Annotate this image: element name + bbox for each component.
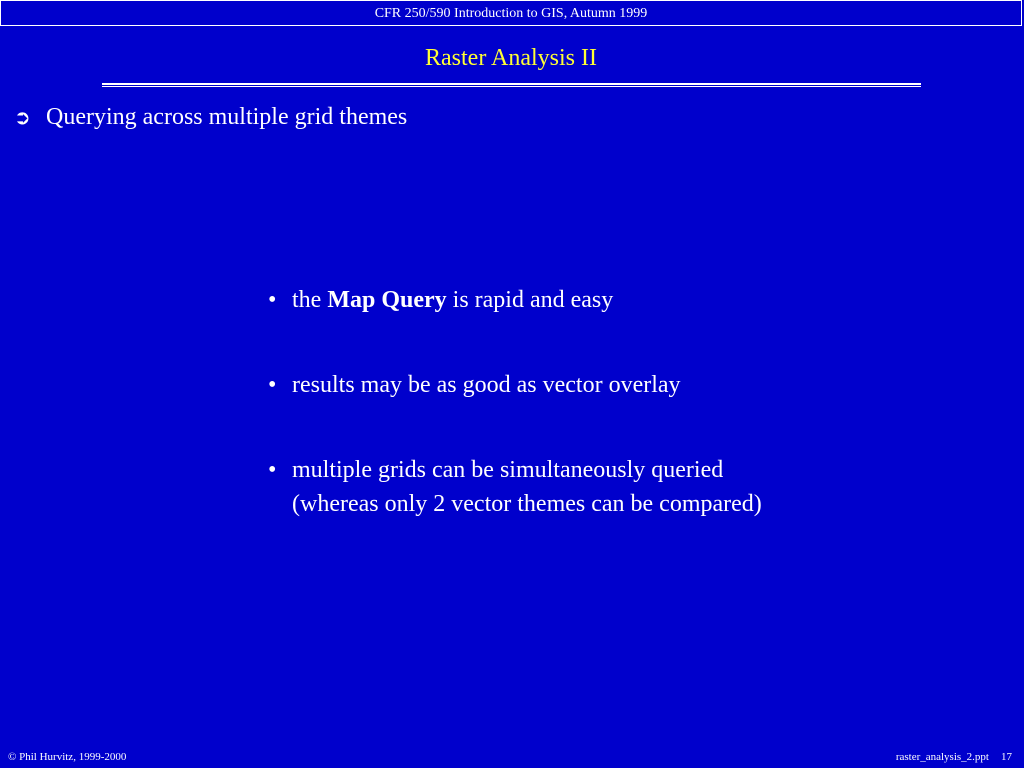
sub-bullet-list [268,283,868,572]
sub-bullet-bold-term: Map Query [327,287,447,313]
sub-bullet-suffix: is rapid and easy [446,287,614,313]
page-number: 17 [1001,751,1012,763]
main-bullet [14,103,407,131]
title-divider [102,83,921,87]
sub-bullet-item [268,283,868,317]
sub-bullet-prefix: the [292,287,328,313]
bullet-dot-icon: • [268,457,277,483]
bullet-dot-icon: • [268,372,277,398]
course-header [0,0,1022,26]
sub-bullet-text: results may be as good as vector overlay [292,372,681,398]
main-bullet-text: Querying across multiple grid themes [46,104,408,130]
sub-bullet-item [268,453,868,521]
sub-bullet-line-1: multiple grids can be simultaneously queried [292,457,724,483]
bullet-dot-icon: • [268,287,277,313]
footer-filename: raster_analysis_2.ppt [895,751,989,763]
right-arrow-icon: ➲ [14,105,31,129]
slide-title: Raster Analysis II [425,45,597,71]
footer-file-info [896,750,1012,764]
course-header-text: CFR 250/590 Introduction to GIS, Autumn 1999 [374,6,648,21]
sub-bullet-item [268,368,868,402]
footer-copyright: © Phil Hurvitz, 1999-2000 [8,751,127,763]
sub-bullet-line-2: (whereas only 2 vector themes can be compared) [292,491,762,517]
